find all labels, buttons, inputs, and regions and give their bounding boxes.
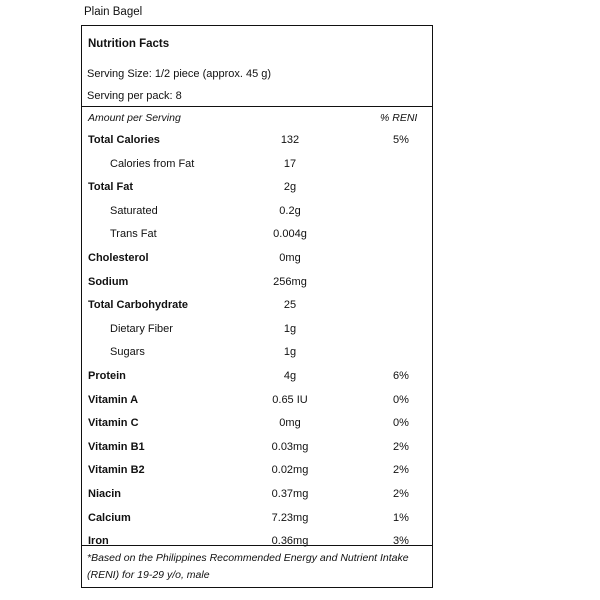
nutrient-amount: 7.23mg — [271, 511, 309, 524]
nutrient-percent-reni: 5% — [393, 134, 409, 146]
nutrient-row — [82, 412, 432, 436]
footnote: *Based on the Philippines Recommended Energy and Nutrient Intake (RENI) for 19-29 y/o, male — [82, 545, 432, 587]
nutrient-name: Iron — [88, 535, 109, 548]
nutrient-amount: 25 — [283, 299, 297, 312]
nutrient-amount: 0.03mg — [271, 440, 309, 453]
nutrient-row — [82, 341, 432, 365]
nutrient-name: Vitamin C — [88, 417, 139, 430]
nutrient-name: Cholesterol — [88, 251, 149, 264]
nutrient-name: Sugars — [110, 346, 145, 359]
nutrition-label — [81, 25, 433, 588]
nutrient-name: Niacin — [88, 487, 122, 500]
nutrient-percent-reni: 1% — [393, 511, 409, 524]
nutrient-percent-reni: 0% — [393, 393, 409, 406]
nutrient-amount: 0.02mg — [271, 464, 309, 477]
nutrient-name: Total Carbohydrate — [88, 299, 189, 312]
nutrient-row — [82, 176, 432, 200]
nutrient-row — [82, 389, 432, 413]
nutrient-name: Vitamin B1 — [88, 440, 145, 453]
nutrient-row — [82, 459, 432, 483]
nutrient-name: Vitamin A — [88, 393, 139, 406]
nutrient-amount: 0.65 IU — [272, 393, 308, 406]
nutrient-amount: 0.004g — [273, 228, 307, 241]
nutrient-row — [82, 247, 432, 271]
nutrient-name: Total Calories — [88, 134, 160, 146]
nutrient-amount: 0.2g — [279, 204, 301, 217]
nutrient-row — [82, 365, 432, 389]
nutrient-name: Dietary Fiber — [110, 322, 173, 335]
nutrient-amount: 2g — [283, 181, 297, 194]
nutrient-name: Trans Fat — [110, 228, 157, 241]
nutrient-percent-reni: 6% — [393, 369, 409, 382]
percent-reni-header: % RENI — [380, 112, 418, 124]
nutrient-row — [82, 318, 432, 342]
serving-size: Serving Size: 1/2 piece (approx. 45 g) — [87, 68, 272, 80]
nutrient-row — [82, 271, 432, 295]
nutrient-table — [82, 129, 432, 554]
nutrient-row — [82, 129, 432, 153]
nutrient-amount: 0mg — [279, 417, 301, 430]
label-title: Nutrition Facts — [88, 38, 170, 50]
nutrient-row — [82, 507, 432, 531]
nutrient-row — [82, 200, 432, 224]
nutrient-row — [82, 436, 432, 460]
nutrient-amount: 0.36mg — [271, 535, 309, 548]
column-header-row — [82, 108, 432, 129]
nutrient-name: Sodium — [88, 275, 129, 288]
nutrient-name: Protein — [88, 369, 126, 382]
nutrient-row — [82, 153, 432, 177]
nutrient-amount: 132 — [280, 134, 300, 146]
nutrient-name: Vitamin B2 — [88, 464, 145, 477]
product-name: Plain Bagel — [84, 6, 143, 18]
nutrient-name: Calcium — [88, 511, 131, 524]
nutrient-name: Calories from Fat — [110, 157, 195, 170]
nutrient-row — [82, 223, 432, 247]
nutrient-name: Total Fat — [88, 181, 134, 194]
nutrient-percent-reni: 3% — [393, 535, 409, 548]
servings-per-pack: Serving per pack: 8 — [82, 86, 432, 107]
amount-per-serving-header: Amount per Serving — [88, 112, 181, 124]
nutrient-amount: 1g — [283, 346, 297, 359]
nutrient-row — [82, 483, 432, 507]
nutrient-percent-reni: 2% — [393, 464, 409, 477]
nutrient-percent-reni: 2% — [393, 440, 409, 453]
nutrient-amount: 256mg — [273, 275, 307, 288]
nutrient-amount: 17 — [283, 157, 297, 170]
nutrient-percent-reni: 2% — [393, 487, 409, 500]
nutrient-amount: 1g — [283, 322, 297, 335]
nutrient-amount: 0.37mg — [271, 487, 309, 500]
nutrient-amount: 4g — [283, 369, 297, 382]
nutrient-amount: 0mg — [279, 251, 301, 264]
nutrient-name: Saturated — [110, 204, 158, 217]
nutrient-row — [82, 294, 432, 318]
nutrient-percent-reni: 0% — [393, 417, 409, 430]
